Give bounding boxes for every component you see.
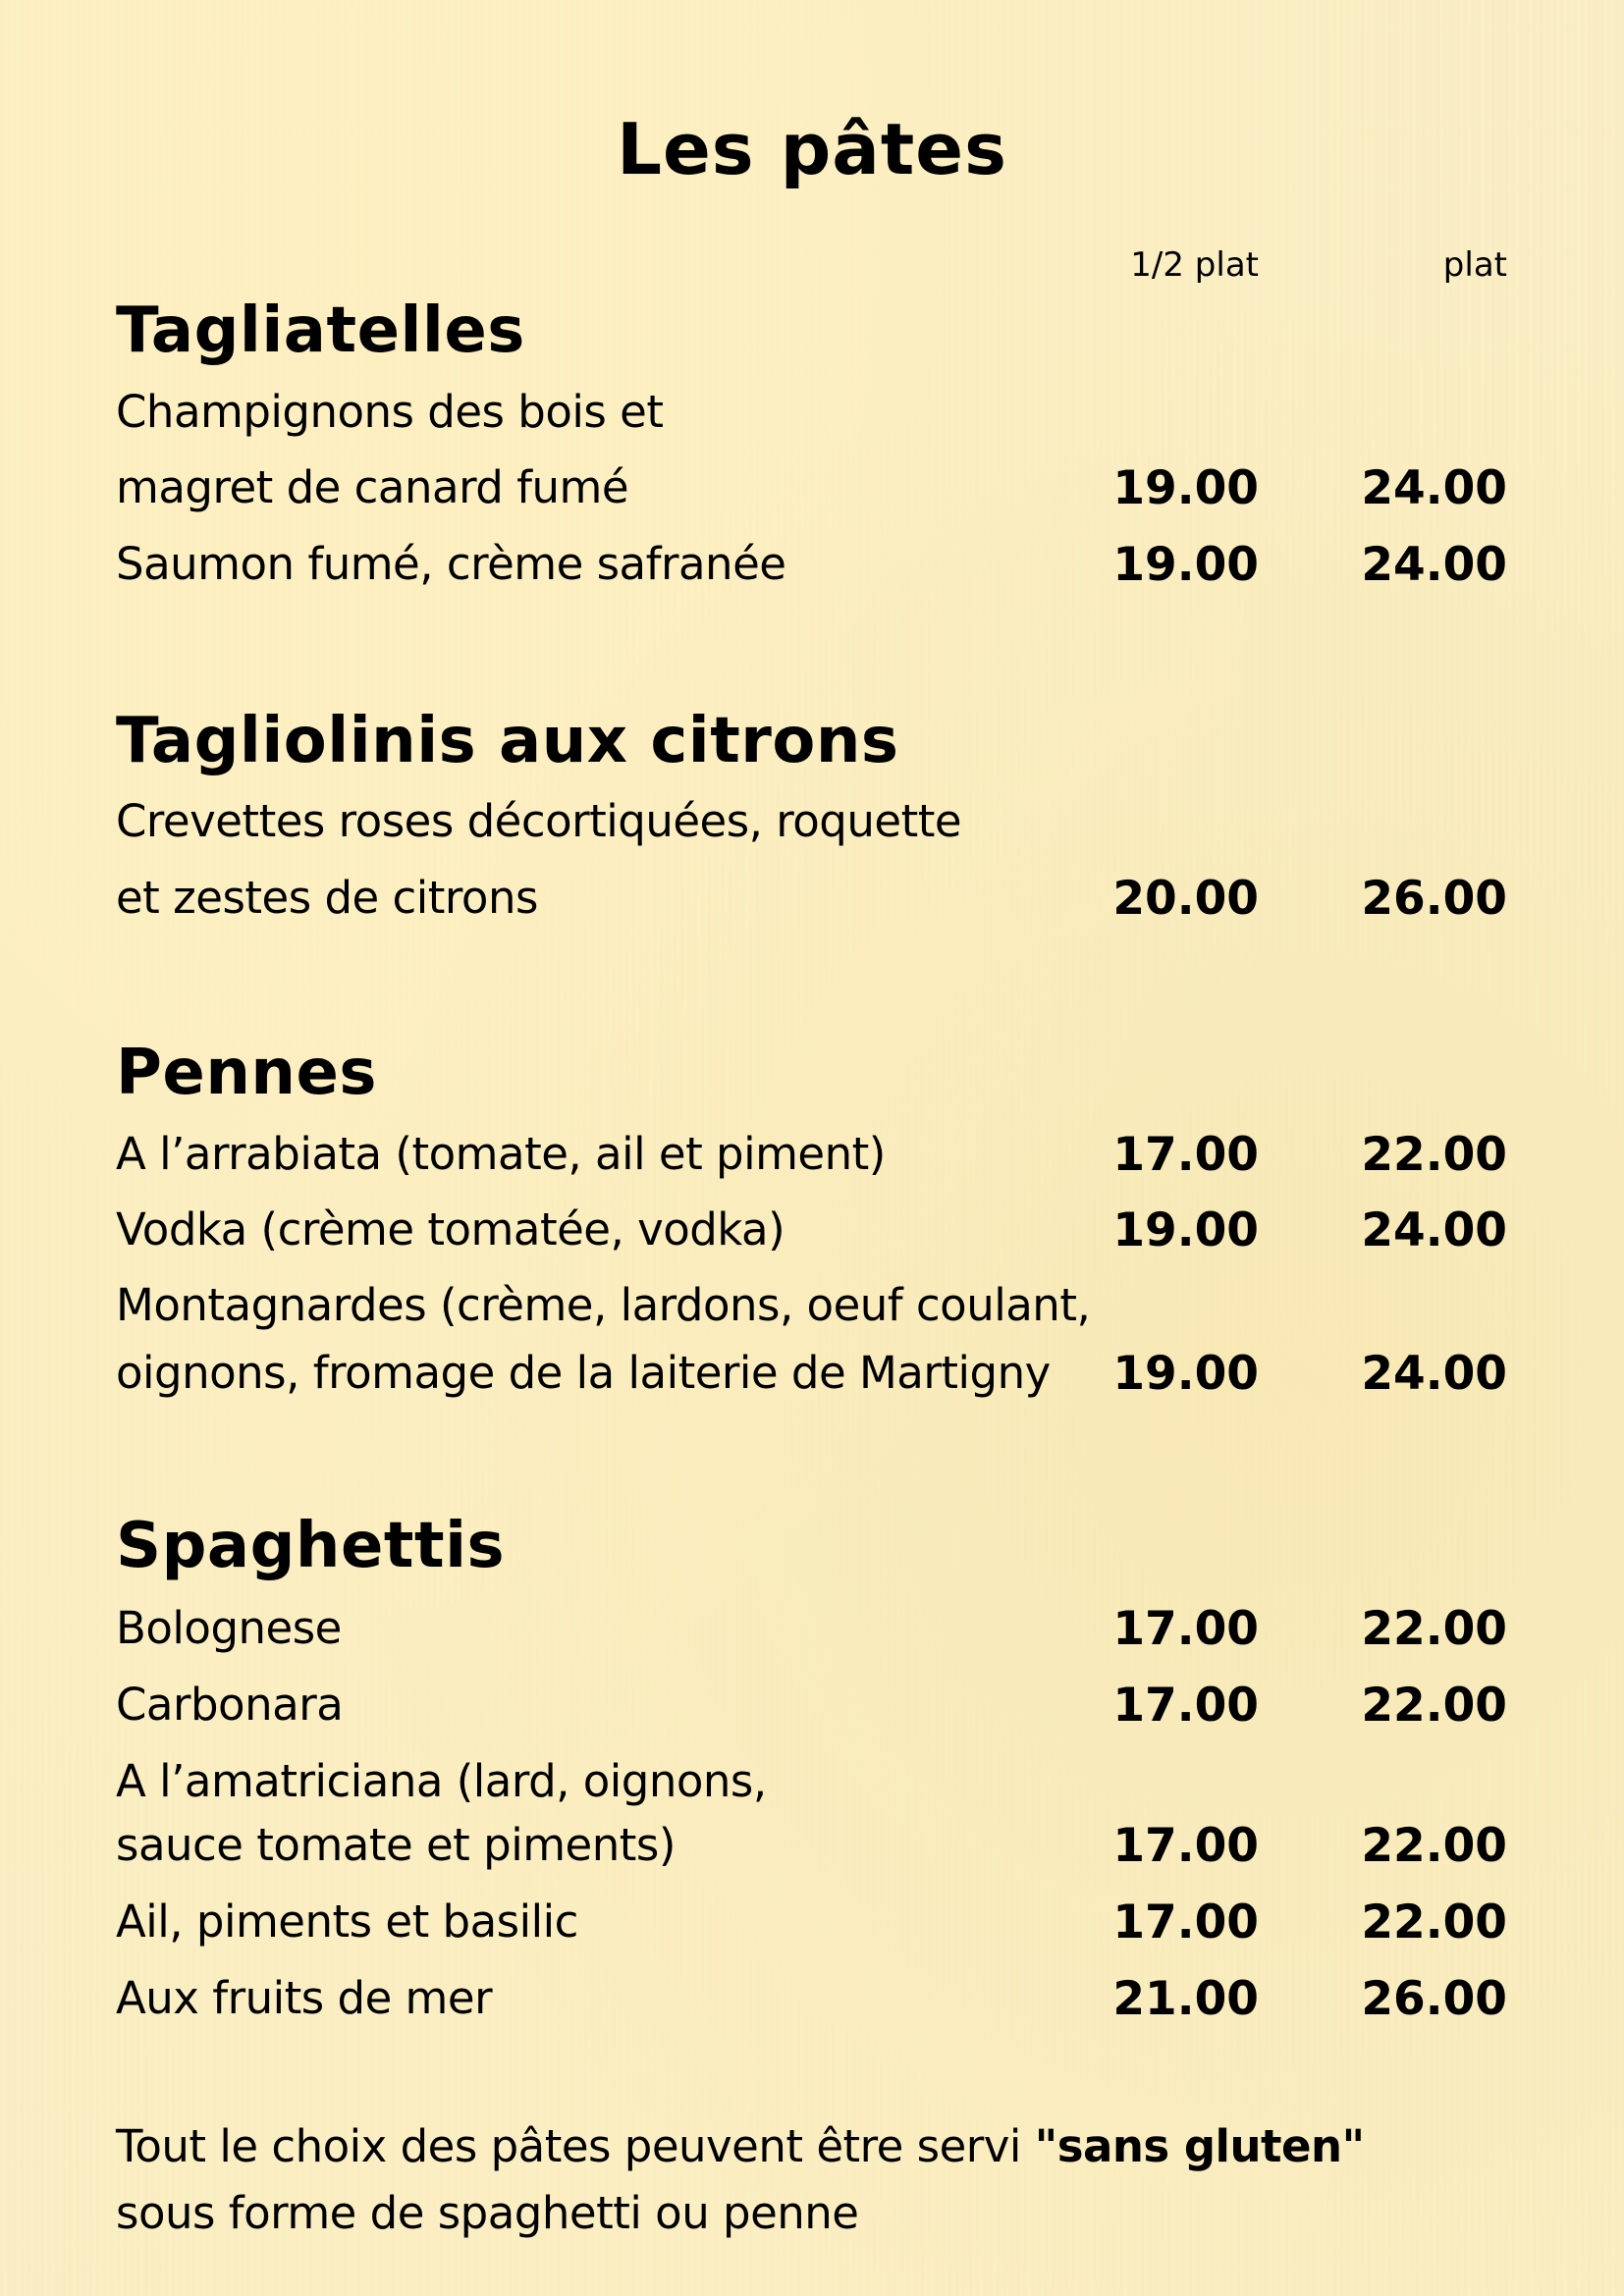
price-half: 17.00 — [1112, 1602, 1259, 1656]
price-full: 22.00 — [1361, 1896, 1507, 1949]
menu-item-description: Bolognese — [116, 1602, 342, 1654]
menu-item-description: Montagnardes (crème, lardons, oeuf coulant, — [116, 1279, 1091, 1331]
price-full: 26.00 — [1361, 872, 1507, 926]
price-full: 22.00 — [1361, 1128, 1507, 1182]
price-half: 19.00 — [1112, 1203, 1259, 1257]
menu-item-description: Vodka (crème tomatée, vodka) — [116, 1203, 785, 1255]
section-title-tagliatelles: Tagliatelles — [116, 294, 525, 367]
menu-item-description: A l’amatriciana (lard, oignons, — [116, 1755, 767, 1807]
price-full: 24.00 — [1361, 1347, 1507, 1401]
menu-item-description: Crevettes roses décortiquées, roquette — [116, 795, 962, 847]
menu-item-description: magret de canard fumé — [116, 461, 629, 513]
price-full: 22.00 — [1361, 1819, 1507, 1873]
note-text: Tout le choix des pâtes peuvent être servi — [116, 2120, 1035, 2172]
price-full: 24.00 — [1361, 1203, 1507, 1257]
price-half: 17.00 — [1112, 1128, 1259, 1182]
price-half: 19.00 — [1112, 461, 1259, 515]
price-half: 19.00 — [1112, 1347, 1259, 1401]
price-half: 17.00 — [1112, 1896, 1259, 1949]
menu-item-description: et zestes de citrons — [116, 872, 538, 924]
section-title-pennes: Pennes — [116, 1037, 377, 1109]
gluten-free-note — [116, 2120, 1365, 2172]
gluten-free-note-line2: sous forme de spaghetti ou penne — [116, 2187, 859, 2239]
price-half: 19.00 — [1112, 538, 1259, 592]
menu-item-description: Ail, piments et basilic — [116, 1896, 578, 1948]
menu-item-description: Champignons des bois et — [116, 386, 664, 438]
price-half: 20.00 — [1112, 872, 1259, 926]
price-full: 26.00 — [1361, 1972, 1507, 2026]
section-title-tagliolinis: Tagliolinis aux citrons — [116, 705, 899, 777]
price-full: 24.00 — [1361, 538, 1507, 592]
price-full: 22.00 — [1361, 1602, 1507, 1656]
menu-item-description: Carbonara — [116, 1679, 344, 1731]
section-title-spaghettis: Spaghettis — [116, 1510, 506, 1582]
price-half: 17.00 — [1112, 1679, 1259, 1733]
column-header-plat: plat — [1442, 245, 1507, 285]
menu-item-description: Aux fruits de mer — [116, 1972, 493, 2024]
price-full: 24.00 — [1361, 461, 1507, 515]
page-title: Les pâtes — [617, 108, 1007, 190]
note-highlight: "sans gluten" — [1034, 2120, 1365, 2172]
menu-item-description: Saumon fumé, crème safranée — [116, 538, 786, 590]
menu-item-description: oignons, fromage de la laiterie de Martigny — [116, 1347, 1051, 1399]
price-full: 22.00 — [1361, 1679, 1507, 1733]
menu-item-description: sauce tomate et piments) — [116, 1819, 676, 1871]
column-header-half-plat: 1/2 plat — [1130, 245, 1259, 285]
price-half: 21.00 — [1112, 1972, 1259, 2026]
menu-item-description: A l’arrabiata (tomate, ail et piment) — [116, 1128, 886, 1180]
price-half: 17.00 — [1112, 1819, 1259, 1873]
